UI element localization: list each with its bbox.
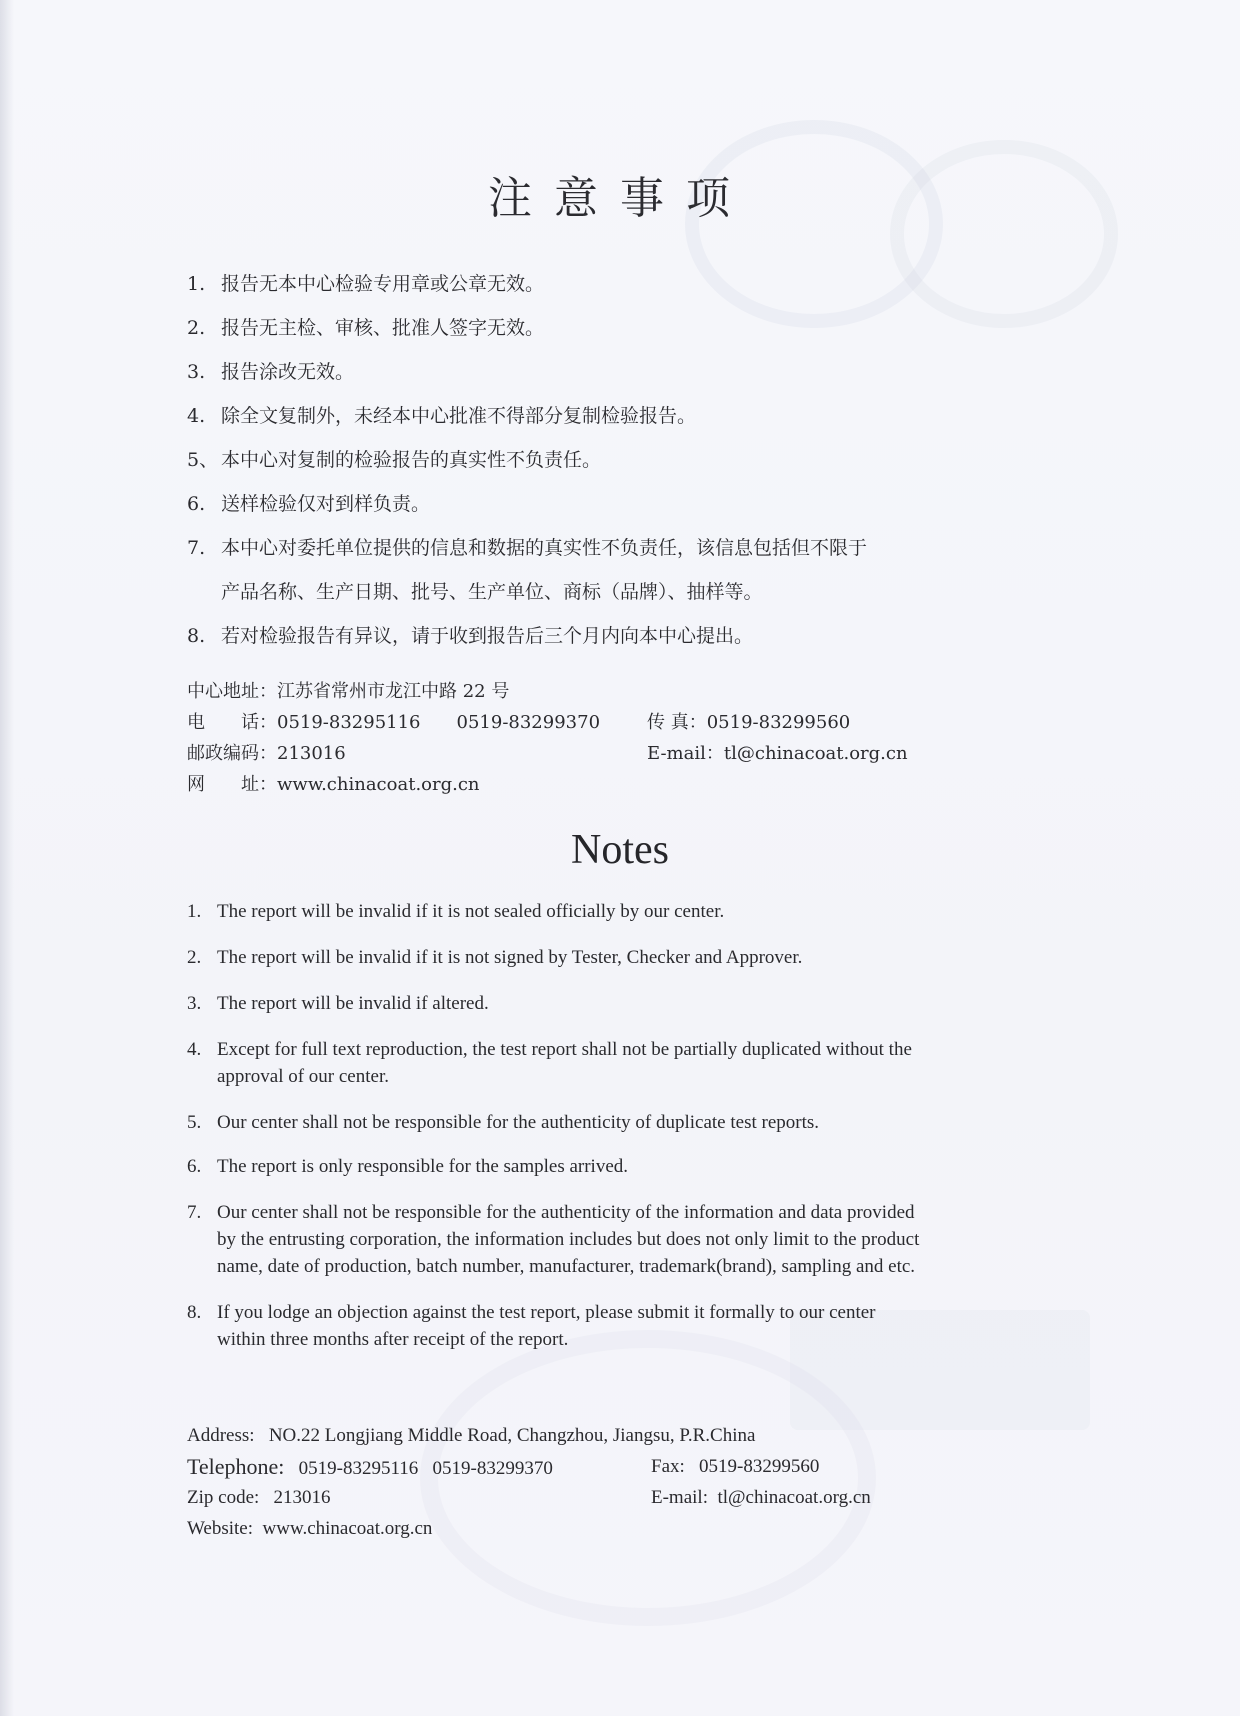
note-number: 3. bbox=[187, 361, 206, 383]
en-notes-list bbox=[187, 898, 927, 1353]
cn-note-item bbox=[187, 526, 1007, 570]
note-text: The report will be invalid if it is not signed by Tester, Checker and Approver. bbox=[217, 947, 803, 968]
en-note-item bbox=[187, 1299, 927, 1353]
cn-website-row bbox=[187, 769, 987, 800]
cn-address-row bbox=[187, 676, 987, 707]
note-text: The report will be invalid if it is not sealed officially by our center. bbox=[217, 901, 725, 922]
cn-note-item bbox=[187, 482, 1007, 526]
fax-label: Fax: bbox=[651, 1456, 685, 1477]
zip-label: Zip code: bbox=[187, 1487, 260, 1508]
cn-website: 网 址：www.chinacoat.org.cn bbox=[187, 774, 480, 795]
note-text: If you lodge an objection against the test report, please submit it formally to our center within three months after receipt of the report. bbox=[217, 1302, 876, 1350]
cn-title: 注意事项 bbox=[488, 173, 752, 224]
cn-zip-row bbox=[187, 738, 987, 769]
note-text: The report will be invalid if altered. bbox=[217, 993, 489, 1014]
note-text: 若对检验报告有异议，请于收到报告后三个月内向本中心提出。 bbox=[221, 625, 754, 647]
en-address-row bbox=[187, 1420, 987, 1451]
en-note-item bbox=[187, 1109, 927, 1136]
en-contact-block bbox=[187, 1420, 987, 1544]
email-value: tl@chinacoat.org.cn bbox=[717, 1487, 871, 1508]
en-note-item bbox=[187, 1036, 927, 1090]
cn-contact-block bbox=[187, 676, 987, 800]
cn-zip: 邮政编码：213016 bbox=[187, 743, 346, 764]
note-text: 送样检验仅对到样负责。 bbox=[221, 493, 431, 515]
note-text: 除全文复制外，未经本中心批准不得部分复制检验报告。 bbox=[221, 405, 697, 427]
note-number: 8. bbox=[187, 625, 206, 647]
note-number: 7. bbox=[187, 537, 206, 559]
zip-value: 213016 bbox=[273, 1487, 331, 1508]
note-number: 5. bbox=[187, 1112, 202, 1133]
note-number: 2. bbox=[187, 317, 206, 339]
note-text: Except for full text reproduction, the test report shall not be partially duplicated without the approval of our center. bbox=[217, 1039, 912, 1087]
note-text: 本中心对复制的检验报告的真实性不负责任。 bbox=[221, 449, 602, 471]
note-number: 4. bbox=[187, 1039, 202, 1060]
note-text: Our center shall not be responsible for the authenticity of duplicate test reports. bbox=[217, 1112, 820, 1133]
cn-note-item bbox=[187, 350, 1007, 394]
cn-fax: 传 真：0519-83299560 bbox=[647, 712, 851, 733]
en-title: Notes bbox=[571, 827, 669, 873]
fax-value: 0519-83299560 bbox=[699, 1456, 820, 1477]
cn-notes-list bbox=[187, 262, 1007, 658]
website-value: www.chinacoat.org.cn bbox=[262, 1518, 433, 1539]
en-note-item bbox=[187, 898, 927, 925]
note-text: 报告涂改无效。 bbox=[221, 361, 355, 383]
cn-note-item bbox=[187, 262, 1007, 306]
en-note-item bbox=[187, 1153, 927, 1180]
note-number: 6. bbox=[187, 1156, 202, 1177]
cn-note-item bbox=[187, 438, 1007, 482]
cn-note-item bbox=[187, 306, 1007, 350]
note-number: 1. bbox=[187, 901, 202, 922]
note-text-continued: 产品名称、生产日期、批号、生产单位、商标（品牌）、抽样等。 bbox=[221, 581, 763, 603]
address-value: NO.22 Longjiang Middle Road, Changzhou, Jiangsu, P.R.China bbox=[268, 1425, 756, 1446]
note-number: 2. bbox=[187, 947, 202, 968]
en-website-row bbox=[187, 1513, 987, 1544]
en-telephone-row bbox=[187, 1451, 987, 1482]
telephone-value: 0519-83295116 0519-83299370 bbox=[298, 1458, 553, 1479]
telephone-label: Telephone: bbox=[187, 1454, 285, 1479]
note-text: 报告无本中心检验专用章或公章无效。 bbox=[221, 273, 545, 295]
note-text: 报告无主检、审核、批准人签字无效。 bbox=[221, 317, 545, 339]
email-label: E-mail: bbox=[651, 1487, 708, 1508]
note-number: 8. bbox=[187, 1302, 202, 1323]
note-number: 3. bbox=[187, 993, 202, 1014]
note-number: 7. bbox=[187, 1202, 202, 1223]
en-note-item bbox=[187, 944, 927, 971]
cn-phone: 电 话：0519-83295116 0519-83299370 bbox=[187, 712, 601, 733]
note-number: 1. bbox=[187, 273, 206, 295]
address-label: Address: bbox=[187, 1425, 255, 1446]
cn-address: 中心地址：江苏省常州市龙江中路 22 号 bbox=[187, 681, 510, 702]
email-group bbox=[651, 1482, 871, 1513]
cn-note-item-continued bbox=[187, 570, 1007, 614]
cn-note-item bbox=[187, 614, 1007, 658]
note-number: 5、 bbox=[187, 449, 219, 471]
cn-email: E-mail：tl@chinacoat.org.cn bbox=[647, 743, 908, 764]
cn-phone-row bbox=[187, 707, 987, 738]
en-zip-row bbox=[187, 1482, 987, 1513]
note-number: 6. bbox=[187, 493, 206, 515]
note-number: 4. bbox=[187, 405, 206, 427]
fax-group bbox=[651, 1451, 819, 1482]
note-text: The report is only responsible for the samples arrived. bbox=[217, 1156, 629, 1177]
cn-note-item bbox=[187, 394, 1007, 438]
note-text: 本中心对委托单位提供的信息和数据的真实性不负责任，该信息包括但不限于 bbox=[221, 537, 868, 559]
en-note-item bbox=[187, 1199, 927, 1280]
note-text: Our center shall not be responsible for the authenticity of the information and data provided by the entrusting corporation, the information includes but does not only limit to the product name, date of production, batch number, manufacturer, trademark(brand), sampling and etc. bbox=[217, 1202, 920, 1277]
website-label: Website: bbox=[187, 1518, 254, 1539]
en-note-item bbox=[187, 990, 927, 1017]
